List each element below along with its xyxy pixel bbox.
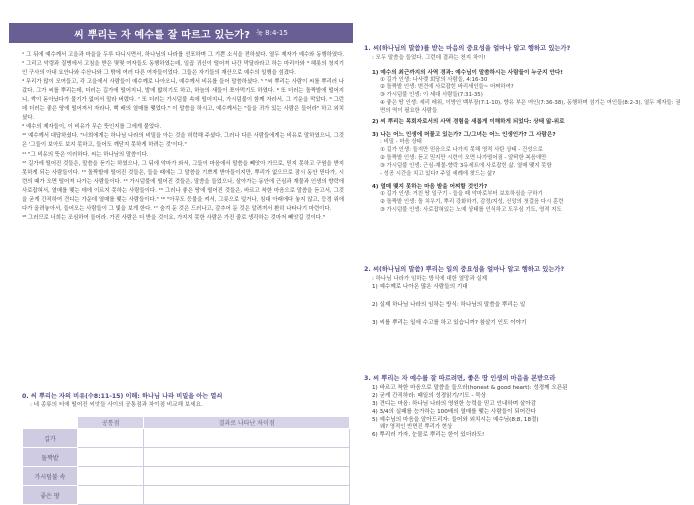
section-3-line: 1) 바르고 착한 마음으로 말씀을 들으라(honest & good heart): 성경께 오픈된 <box>372 384 568 391</box>
question-0-title: 0. 씨 뿌리는 자의 비유(수8:11-15) 이해: 하나님 나라 비밀을 아는 열쇠 <box>22 393 223 400</box>
section-3-line: 4) 3/4의 실패를 능가하는 100배의 열매를 맺는 사람들이 되어간다 <box>372 408 536 415</box>
question-0 <box>22 392 352 409</box>
question-0-subtitle: : 네 종류의 터에 떨어진 씨앗들 사이의 공통점과 차이점 비교해 보세요. <box>30 402 203 408</box>
scripture-reference: 눅 8:4-15 <box>256 29 288 37</box>
row-label: 좋은 땅 <box>23 486 78 505</box>
column-header-difference: 결과로 나타난 차이점 <box>144 417 350 429</box>
answer-cell[interactable] <box>78 467 144 486</box>
section-3-line: 6) 뿌리러 가자, 눈물로 뿌리는 한이 있더라도! <box>372 432 485 439</box>
scripture-paragraph: ¹² 길가에 떨어진 것들은, 말씀을 듣기는 하였으나, 그 뒤에 악마가 와서, 그들이 마음에서 말씀을 빼앗아 가므로, 믿지 못하고 구원을 받지 못하게 되는 사람들이다. ¹³ 돌짝밭에 떨어진 것들은, 들을 때에는 그 말씀을 기쁘게 받아들이지만, 뿌리가 없으므로 잠시 동안 믿다가, 시련의 때가 오면 떨어져 나가는 사람들이다. ¹⁴ 가시덤불에 떨어진 것들은, 말씀을 들었으나, 살아가는 동안에 근심과 재물과 인생의 향락에 사로잡혀서, 열매를 맺는 데에 이르지 못하는 사람들이다. ¹⁵ 그러나 좋은 땅에 떨어진 것들은, 바르고 착한 마음으로 말씀을 듣고서, 그것을 굳게 간직하여 견디는 가운데 열매를 맺는 사람들이다." ¹⁶ "아무도 등불을 켜서, 그릇으로 덮거나, 침대 아래에다 놓지 않고, 등경 위에다가 올려놓아서, 들어오는 사람들이 그 빛을 보게 한다. ¹⁷ 숨겨 둔 것은 드러나고, 감추어 둔 것은 알려져서 환히 나타나기 마련이다. <box>22 160 344 212</box>
comparison-table <box>22 416 350 505</box>
point-3-line: : 비밀 - 마음 상태 <box>380 139 422 146</box>
section-3 <box>364 375 684 439</box>
answer-cell[interactable] <box>78 429 144 448</box>
section-2-line: 3) 씨를 뿌리는 일에 수고를 하고 있습니까? 참살기 인도 이야기 <box>372 319 527 326</box>
point-3-line: ③ 가시덤불 인생: 근심-재물-향락 3유세트에 사로잡힌 삶. 열매 맺지 못함 <box>380 162 552 169</box>
point-3-line: ② 돌짝밭 인생: 듣고 믿지만 시련이 오면 나가떨어짐 - 얄팍한 복음애만 <box>380 155 547 162</box>
section-3-title: 3. 씨 뿌리는 자 예수를 잘 따르려면, 좋은 땅 인생의 마음을 본받으라 <box>364 375 556 382</box>
point-4-line: ③ 가시덤불 인생: 사로잡혀있는 노예 상태를 인식하고 도우심 기도, 영적 지도 <box>380 207 562 214</box>
scripture-text <box>22 51 344 223</box>
section-3-line: 5) 예수님의 마음을 알아드리자: 들어와 외치시는 예수님(8:8, 18절) <box>372 416 539 423</box>
page-title: 씨 뿌리는 자 예수를 잘 따르고 있는가? <box>74 29 251 41</box>
section-2-title: 2. 씨(하나님의 말씀) 뿌리는 일의 중요성을 얼마나 알고 행하고 있는가? <box>364 266 565 273</box>
section-3-line: 왜? 영적인 반면진 뿌리가 현상 <box>380 423 453 430</box>
scripture-paragraph: ¹¹ "그 비유의 뜻은 이러하다. 씨는 하나님의 말씀이다. <box>22 151 149 158</box>
point-1-line: ② 돌짝밭 인생: 변견에 사로잡힌 바리새인들~ 어쩌하여? <box>380 84 514 91</box>
header-band <box>9 23 353 43</box>
answer-cell[interactable] <box>144 448 350 467</box>
point-2-heading: 2) 씨 뿌리는 목회자로서의 사역 경험을 새롭게 이해하게 되었다: 상태 앎-위로 <box>372 119 565 126</box>
row-label: 돌짝밭 <box>23 448 78 467</box>
point-3-line: ① 길가 인생: 들지만 믿음으로 나가지 못해 영적 사탄 상태 - 건성으로 <box>380 147 543 154</box>
scripture-paragraph: ⁴ 무리가 많이 모여들고, 각 고을에서 사람들이 예수께로 나아오니, 예수께서 비유를 들어 말씀하셨다. ⁵ "씨 뿌리는 사람이 씨를 뿌리러 나갔다. 그가 씨를 뿌리는데, 더러는 길가에 떨어지니, 발에 밟히기도 하고, 하늘의 새들이 쪼아먹기도 하였다. ⁶ 또 더러는 돌짝밭에 떨어지니, 싹이 돋아났다가 물기가 없어서 말라 버렸다. ⁷ 또 더러는 가시덤불 속에 떨어지니, 가시덤불이 함께 자라서, 그 기운을 막았다. ⁸ 그런데 더러는 좋은 땅에 떨어져서 자라나, 백 배의 열매를 맺었다." 이 말씀을 하시고, 예수께서는 "들을 귀가 있는 사람은 들어라" 하고 외치셨다. <box>22 79 344 122</box>
row-label: 길가 <box>23 429 78 448</box>
point-1-line: ④ 좋은 땅 인생: 세리 레위, 이방인 백부장(7:1-10), 향유 부은 여인(7:36-38), 동행하며 섬기는 여인들(8:2-3), 열두 제자들: 권면의 역이 필요한 사람들 <box>380 99 681 114</box>
section-1 <box>364 45 684 215</box>
section-2-line: 2) 실제 하나님 나라의 임하는 방식: 하나님의 말씀을 뿌리는 일 <box>372 301 526 308</box>
scripture-paragraph: ¹ 그 뒤에 예수께서 고을과 마을을 두루 다니시면서, 하나님의 나라를 선포하며 그 기쁜 소식을 전하셨다. 열두 제자가 예수와 동행하였다. ² 그리고 악령과 질병에서 고침을 받은 몇몇 여자들도 동행하였는데, 일곱 귀신이 떨어져 나간 막달라라고 하는 마리아와 ³ 헤롯의 청지기인 구사의 아내 요안나와 수산나와 그 밖에 여러 다른 여자들이었다. 그들은 자기들의 재산으로 예수의 일행을 섬겼다. <box>22 52 344 77</box>
scripture-paragraph: ⁹ 예수의 제자들이, 이 비유가 무슨 뜻인지를 그에게 물었다. <box>22 124 162 131</box>
answer-cell[interactable] <box>78 486 144 505</box>
section-3-line: 3) 견디는 마음: 하나님 나라의 영원한 능력을 믿고 인내하며 살아감 <box>372 400 537 407</box>
point-4-line: ② 돌짝밭 인생: 돌 치우기, 뿌리 강화하기, 감정/지성, 신앙의 첫걸음 다시 훈련 <box>380 199 564 206</box>
row-label: 가시덤불 속 <box>23 467 78 486</box>
answer-cell[interactable] <box>144 429 350 448</box>
section-2-line: 1) 예수께로 나아온 많은 사람들의 기대 <box>372 283 468 290</box>
table-corner <box>23 417 78 429</box>
table-row <box>23 448 350 467</box>
section-2-subtitle: : 하나님 나라가 임하는 방식에 대한 열망과 실제 <box>372 275 488 282</box>
answer-cell[interactable] <box>78 448 144 467</box>
scripture-paragraph: ¹⁰ 예수께서 대답하셨다. "너희에게는 하나님 나라의 비밀을 아는 것을 허락해 주셨다. 그러나 다른 사람들에게는 비유로 말하였으니, 그것은 '그들이 보아도 보지 못하고, 들어도 깨닫지 못하게 하려는 것'이다." <box>22 133 344 149</box>
table-row <box>23 429 350 448</box>
answer-cell[interactable] <box>144 467 350 486</box>
point-3-line: - 성공 시간을 치고 있다? 주일 세례에 찾드는 삶? <box>380 170 496 177</box>
scripture-paragraph: ¹⁸ 그러므로 너희는 조심하여 들어라. 가진 사람은 더 받을 것이요, 가지지 못한 사람은 가진 줄로 생각하는 것마저 빼앗길 것이다." <box>22 214 326 221</box>
section-3-line: 2) 굳게 간직하라: 때일의 성경읽기/기도 - 묵상 <box>372 392 487 399</box>
section-2 <box>364 266 684 327</box>
column-header-common: 공통점 <box>78 417 144 429</box>
point-3-heading: 3) 나는 어느 인생에 머물고 있는가? 그/그녀는 어느 인생인가? 그 사람은? <box>372 132 556 139</box>
answer-cell[interactable] <box>144 486 350 505</box>
point-1-line: ① 길가 인생: 나사렛 회당의 사람들, 4:16-30 <box>380 76 488 83</box>
section-1-title: 1. 씨(하나님의 말씀)를 받는 마음의 중요성을 얼마나 알고 행하고 있는가? <box>364 45 571 52</box>
point-1-heading: 1) 예수의 최근까지의 사역 경과: 예수님이 말씀하시는 사람들이 누군지 안다! <box>372 69 563 76</box>
table-row <box>23 486 350 505</box>
table-row <box>23 467 350 486</box>
point-4-heading: 4) 열매 맺지 못하는 마음 밭을 어찌할 것인가? <box>372 184 488 191</box>
table-header-row <box>23 417 350 429</box>
point-4-line: ① 길가 인생: 거친 땅 일구기 - 들을 때 악마로부터 보호하심을 구하기 <box>380 191 543 198</box>
section-1-subtitle: : 모두 말씀을 들었다. 그런데 결과는 천지 차이! <box>372 54 486 61</box>
point-1-line: ③ 가시덤불 인생: 이 세대 사람들(7:31-35) <box>380 92 483 99</box>
